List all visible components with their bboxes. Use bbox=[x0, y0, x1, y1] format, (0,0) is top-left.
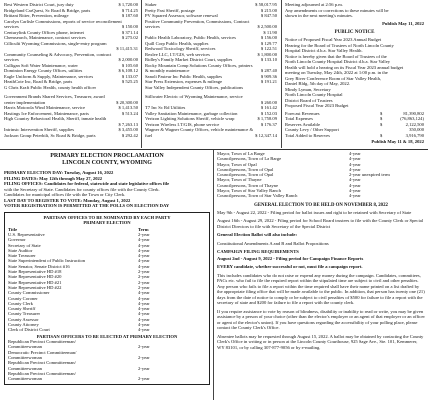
proclamation-line: with the Secretary of State. Candidates for county offices file with the County Clerk. bbox=[4, 186, 160, 192]
expense-row-value: $ 176.37 bbox=[260, 121, 277, 127]
header-term: Term bbox=[138, 226, 149, 232]
general-paragraph: General Election Ballot will also include: bbox=[217, 232, 298, 238]
box-title: PARTISAN OFFICES TO BE NOMINATED BY EACH PARTY bbox=[43, 214, 171, 220]
publish-date-2: Publish May 11 & 18, 2022 bbox=[371, 139, 424, 144]
expense-row-label: Star Valley Independent County Offices, publications bbox=[145, 84, 244, 90]
budget-cell: 81,390,802 bbox=[403, 110, 424, 116]
budget-cell: 2,122,500 bbox=[405, 121, 424, 127]
section-divider bbox=[0, 149, 428, 150]
expense-row-value: $ 275.02 bbox=[121, 35, 138, 40]
publish-date: Publish May 11, 2022 bbox=[382, 20, 424, 26]
budget-cell: Reserves Available bbox=[285, 121, 320, 127]
expense-row-value bbox=[136, 85, 138, 91]
general-office-row-value: 4-year bbox=[349, 166, 361, 172]
general-office-row-label: Mayor, Town of La Barge bbox=[217, 151, 265, 156]
offices-list bbox=[8, 232, 206, 333]
office-row-label: Governor bbox=[8, 237, 26, 243]
expense-row-value: $ 187.60 bbox=[121, 13, 138, 18]
general-office-row-value: 4-year bbox=[349, 151, 361, 156]
office-row-label: County Coroner bbox=[8, 295, 38, 301]
expense-row-value: $ 1,758.09 bbox=[257, 116, 277, 121]
filing-paragraph: This includes candidates who do not raise or expend any money during the campaign. Candidates, committees, PACs etc. who fail to file the required report within the stipulated time are subject to civil and other penalties. Any person who fails to file a report within the time required shall have their name printed on a list drafted by the appropriate filing office that will be made available to the public. In addition, that person has twenty one (21) days from the date of notice to comply or be subject to civil penalties of $500 for failure to file a report with the secretary of state and $200 for failure to file a report with the county clerk. bbox=[217, 272, 425, 306]
filing-paragraph: August 2nd - August 9, 2022 - Filing period for Campaign Finance Reports bbox=[217, 255, 364, 261]
budget-cell: Total Added to Reserves bbox=[285, 132, 330, 138]
expense-row-value: $ 191.21 bbox=[260, 79, 277, 84]
filing-paragraph: If you require assistance to vote by reason of blindness, disability or inability to read or write, you may be given assistance by a person of your choice (other than the elector's employer or an agent of that employer or an officer or agent of the elector's union). If you have questions regarding the accessibility of your polling place, please contact the County Clerk's Office. bbox=[217, 308, 425, 331]
general-office-row-label: Mayor, Town of Thayne bbox=[217, 177, 262, 183]
proclamation-line: PRIMARY ELECTION DAY: Tuesday, August 16, 2022 bbox=[4, 170, 114, 175]
column-divider bbox=[281, 0, 282, 148]
general-paragraphs bbox=[217, 210, 425, 247]
column-divider bbox=[213, 150, 214, 400]
expense-row-label: center implementation bbox=[4, 99, 46, 105]
expense-row-value: $ 58,017.95 bbox=[255, 2, 277, 7]
expense-row-value: $ 133.10 bbox=[260, 57, 277, 62]
expense-row-value: $ 287.40 bbox=[260, 68, 277, 73]
expense-row-label: Hastings Ice Enforcement, Maintenance, parts bbox=[4, 110, 89, 116]
proclamation-column bbox=[4, 153, 210, 398]
office-row-label: State Representative HD #18 bbox=[8, 269, 62, 275]
expense-row-value: $ 152.03 bbox=[260, 110, 277, 116]
budget-cell: Total Expenses bbox=[285, 116, 313, 121]
expense-row-value: $ 11.90 bbox=[263, 29, 277, 35]
expense-row-label: Ridley's Family Market District Court, supplies bbox=[145, 57, 233, 62]
office-row-label: State Representative HD #21 bbox=[8, 279, 62, 285]
expense-row-value: $ 909.36 bbox=[260, 73, 277, 79]
officer-row-label: Democratic Precinct Committeeman/ bbox=[8, 349, 77, 355]
general-office-row-value: 2-year unexpired term bbox=[349, 172, 390, 178]
office-row-value: 2-year bbox=[138, 269, 150, 275]
expense-row-label: services bbox=[4, 24, 19, 29]
expense-row-value: $ 122.51 bbox=[260, 46, 277, 51]
expense-row-label: services bbox=[145, 24, 160, 29]
office-row-value: 2-year bbox=[138, 274, 150, 280]
expense-row-value: $ 20,300.00 bbox=[116, 99, 138, 105]
expense-row-label: Star Press Extension, expenses & mileage bbox=[145, 79, 223, 84]
filing-paragraph: Absentee ballots may be requested through August 15, 2022. A ballot may be obtained by contacting the County Clerk's Office in writing or in person at the Lincoln County Courthouse, 925 Sage Ave., Ste. 101, Kemmerer, WY 83101, or by calling 307-877-9056 or by e-mailing. bbox=[217, 333, 424, 350]
box-subtitle: PRIMARY ELECTION bbox=[83, 220, 131, 225]
budget-cell: 350,000 bbox=[409, 127, 424, 132]
expense-row-label: Valley Sanitation Maintenance, garbage collection bbox=[145, 110, 238, 116]
office-row-value: 4-year bbox=[138, 263, 150, 269]
budget-cell: (76,863,124) bbox=[400, 116, 424, 121]
expense-row-value: $ 292.42 bbox=[121, 132, 138, 138]
expense-row-label: Quill Corp Public Health, supplies bbox=[145, 40, 209, 46]
office-row-value: 4-year bbox=[138, 242, 150, 248]
officer-row bbox=[8, 376, 206, 381]
office-row-value: 2-year bbox=[138, 284, 150, 290]
expense-row-value: $ 12,347.14 bbox=[255, 132, 277, 138]
expense-row-label: Stillwater Electric of Wyoming Maintenance, service bbox=[145, 94, 243, 99]
officer-row-label: Committeewoman bbox=[8, 365, 42, 371]
office-row-value: 4-year bbox=[138, 247, 150, 253]
officer-row-value: 2-year bbox=[138, 344, 150, 350]
office-row-label: State Treasurer bbox=[8, 253, 36, 259]
expense-row bbox=[4, 133, 138, 139]
office-row-value: 4-year bbox=[138, 316, 150, 322]
proclamation-line: Candidates for municipal offices file with the Town or City Clerk. bbox=[4, 192, 126, 197]
office-row-value: 4-year bbox=[138, 258, 150, 264]
budget-row bbox=[285, 133, 424, 139]
expense-row bbox=[4, 85, 138, 91]
office-row-value: 2-year bbox=[138, 279, 150, 285]
expense-row-label: Brittani Ritter, Prevention, mileage bbox=[4, 13, 69, 18]
general-office-row-label: Councilpersons, Town of Opal bbox=[217, 166, 274, 172]
general-office-row-value: 4-year bbox=[349, 193, 361, 199]
expense-row bbox=[145, 85, 277, 91]
general-office-row-label: Mayor, Town of Opal bbox=[217, 161, 257, 167]
partisan-offices-box bbox=[4, 212, 210, 385]
expense-row-label: G Chris Kraft Public Health, county health officer bbox=[4, 84, 97, 90]
expense-row-value: $ 129.77 bbox=[260, 40, 277, 46]
officer-row-label: Republican Precinct Committeeman/ bbox=[8, 360, 76, 366]
expense-row-value: $ 7,263.13 bbox=[118, 121, 138, 127]
office-row-value: 4-year bbox=[138, 295, 150, 301]
campaign-filing-title: CAMPAIGN FILING REQUIREMENTS bbox=[217, 249, 299, 255]
filing-paragraph: EVERY candidate, whether successful or not, must file a campaign report. bbox=[217, 264, 363, 270]
expense-row-label: Harris Motorola Wind Maintenance, service bbox=[4, 105, 85, 110]
expense-row-label: Eagle Uniform & Supply, Maintenance, services bbox=[4, 73, 94, 79]
budget-cell: Forecast Revenues bbox=[285, 110, 320, 116]
expense-row-value: $ 513.24 bbox=[121, 110, 138, 116]
officer-row-value: 2-year bbox=[138, 355, 150, 361]
office-row-value: 4-year bbox=[138, 306, 150, 312]
general-election-title: GENERAL ELECTION TO BE HELD ON NOVEMBER 8, 2022 bbox=[254, 202, 388, 208]
top-column-1 bbox=[4, 2, 138, 148]
expense-row-value: $ 6,108.12 bbox=[118, 68, 138, 73]
office-row-label: County Sheriff bbox=[8, 306, 36, 312]
expense-row-value: $ 215.00 bbox=[260, 7, 277, 13]
expense-row-label: Dominion Energy County Offices, utilities bbox=[4, 68, 83, 73]
office-row-label: County Assessor bbox=[8, 316, 39, 322]
expense-row-value: $ 260.00 bbox=[260, 99, 277, 105]
general-office-row-value: 4-year bbox=[349, 188, 361, 194]
expense-row-label: High Country Behavioral Health, Sheriff, inmate health bbox=[4, 116, 107, 121]
proclamation-title: PRIMARY ELECTION PROCLAMATION bbox=[50, 153, 164, 159]
expense-row-value: $ 105.60 bbox=[121, 62, 138, 68]
expense-row-label: Verizon Lighting Solutions Sheriff, vehicle wrap bbox=[145, 116, 235, 121]
general-office-row-value: 4-year bbox=[349, 182, 361, 188]
officer-row-value: 2-year bbox=[138, 365, 150, 371]
budget-cell: $ bbox=[380, 110, 383, 116]
expense-row-label: Pretty Fast Sheriff, postage bbox=[145, 7, 195, 13]
expense-row-label: Government Brands Shared Services, Treasurer, award bbox=[4, 94, 105, 99]
expense-row-value: $ 2,500.00 bbox=[257, 24, 277, 29]
general-column bbox=[217, 151, 425, 398]
officer-row-value: 2-year bbox=[138, 376, 150, 382]
expense-row-label: Intrinsic Intervention Sheriff, supplies bbox=[4, 127, 75, 132]
expense-row-label: Jackson Group Peterbilt, Sc Road & Bridge, parts bbox=[4, 132, 96, 138]
expense-row-label: Positive Community Prevention, Commissions, Contract bbox=[145, 18, 250, 24]
office-row-value: 4-year bbox=[138, 311, 150, 317]
expense-row-value: $ 133.07 bbox=[121, 73, 138, 79]
office-row-label: Secretary of State bbox=[8, 242, 41, 248]
expense-list-1b bbox=[4, 94, 138, 138]
office-row-value: 4-year bbox=[138, 322, 150, 328]
expense-row-value: $ 371.14 bbox=[121, 29, 138, 35]
officer-row-label: Republican Precinct Committeeman/ bbox=[8, 339, 76, 345]
officer-row-label: Committeewoman bbox=[8, 344, 42, 350]
expense-row-value: $ 11,415.31 bbox=[116, 46, 138, 51]
expense-row-label: Cilliculti Wyoming Commissions, single-entry program bbox=[4, 40, 107, 46]
budget-cell: $ bbox=[380, 116, 383, 121]
expense-row-label: Chemsearch, Maintenance, contract services bbox=[4, 35, 86, 40]
expense-row-value: $ 150.00 bbox=[121, 24, 138, 29]
expense-row-value: $ 3,455.00 bbox=[118, 127, 138, 132]
top-column-3 bbox=[285, 2, 424, 148]
proclamation-line: FILING DATES: May 12th through May 27, 2022 bbox=[4, 175, 103, 181]
office-row-value: 4-year bbox=[138, 253, 150, 259]
expense-row-label: HeathCote Inc, Road & Bridge, parts bbox=[4, 79, 73, 84]
officer-row-label: Committeewoman bbox=[8, 355, 42, 361]
column-divider bbox=[141, 0, 142, 148]
general-office-row-value: 4-year bbox=[349, 161, 361, 167]
expense-row-label: T7 Inc Sc Rd Utilities bbox=[145, 105, 186, 110]
expense-row-label: Redwood Toxicology Sheriff, services bbox=[145, 46, 216, 51]
office-row-value: 4-year bbox=[138, 290, 150, 296]
budget-table bbox=[285, 111, 424, 139]
expense-list-2 bbox=[145, 2, 277, 90]
expense-row-label: Culligan Soft Water Maintenance, water bbox=[4, 62, 78, 68]
general-office-row-label: Councilpersons, Town of Opal bbox=[217, 172, 274, 178]
expense-row-label: Public Health Laboratory, Public Health, services bbox=[145, 35, 236, 40]
officer-row-label: Committeewoman bbox=[8, 376, 42, 382]
office-row-label: County Clerk bbox=[8, 300, 33, 306]
office-row-value: 4-year bbox=[138, 237, 150, 243]
campaign-filing-paragraphs bbox=[217, 256, 425, 351]
header-title: Title bbox=[8, 226, 18, 232]
expense-row-label: Staker bbox=[145, 2, 157, 7]
expense-row-label: Bridgeland CarQuest, Sc Road & Bridge, parts bbox=[4, 7, 91, 13]
officers-list bbox=[8, 339, 206, 381]
expense-row bbox=[145, 133, 277, 139]
expense-list-1 bbox=[4, 2, 138, 90]
expense-row-label: Centurylink County Offices phone, internet bbox=[4, 29, 84, 35]
expense-row-value: $ 2,000.00 bbox=[118, 57, 138, 62]
expense-row-label: Rexlee LLC, I.T/GIS, web services bbox=[145, 51, 210, 57]
office-row-value: 4-year bbox=[138, 300, 150, 306]
office-row-label: County Attorney bbox=[8, 322, 39, 328]
office-row-label: State Representative HD #20 bbox=[8, 274, 62, 280]
proclamation-line: FILING OFFICES: Candidates for federal, statewide and state legislative offices file bbox=[4, 181, 170, 186]
general-paragraph: May 9th - August 22, 2022 - Filing period for ballot issues and right to be retained with Secretary of State bbox=[217, 209, 412, 215]
expense-row-value: $ 847.50 bbox=[260, 13, 277, 18]
expense-row-label: services bbox=[4, 57, 19, 62]
general-office-row-label: Councilpersons, Town of Thayne bbox=[217, 182, 279, 188]
general-office-row bbox=[217, 193, 425, 198]
meeting-adjourned-text: Meeting adjourned at 2:56 p.m. Any amendments or corrections to these minutes will be shown in the next meeting's minutes. bbox=[285, 2, 389, 18]
office-row-label: County Treasurer bbox=[8, 311, 41, 317]
expense-row-value bbox=[275, 85, 277, 91]
office-row-label: Clerk of District Court bbox=[8, 327, 50, 333]
office-row-label: State Senator, Senate District #16 bbox=[8, 263, 70, 269]
general-offices-list bbox=[217, 151, 425, 199]
office-row-label: State Auditor bbox=[8, 247, 33, 253]
expense-row-value: $ 156.00 bbox=[260, 35, 277, 40]
office-row-value: 4-year bbox=[138, 327, 150, 333]
expense-row-label: Wagner & Wagner County Offices, vehicle maintenance & bbox=[145, 127, 254, 132]
expense-row-label: fuel bbox=[145, 132, 153, 138]
expense-row-value: $ 714.25 bbox=[121, 7, 138, 13]
office-row-value: 2-year bbox=[138, 232, 150, 237]
expense-row-label: Community Counseling & Advocacy, Prevention, contract bbox=[4, 51, 112, 57]
proclamation-subtitle: LINCOLN COUNTY, WYOMING bbox=[62, 160, 152, 166]
public-notice-body: Notice of Proposed Fiscal Year 2023 Annual Budget Hearing for the Board of Trustees of North Lincoln County Hospital District d.b.a. Star Valley Health. Notice is hereby given that the Board of Trustees of the North Lincoln County Hospital District d.b.a. Star Valley Health will hold a hearing on its Fiscal Year 2023 annual budget meeting on Tuesday, May 24th, 2022 at 1:00 p.m. in the Grey River Conference Room of Star Valley Health, Daniel Bldg, 5th day of May, 2022. Mindy Lyman, Secretary North Lincoln County Hospital District Board of Trustees Proposed Fiscal Year 2023 Budget bbox=[285, 37, 404, 108]
expense-row-value: $ 1,720.00 bbox=[118, 2, 138, 7]
expense-list-2b bbox=[145, 94, 277, 138]
expense-row-label: Best Western District Court, jury duty bbox=[4, 2, 74, 7]
general-office-row-label: Councilpersons, Town of La Barge bbox=[217, 156, 282, 162]
public-notice-title: PUBLIC NOTICE bbox=[334, 30, 375, 35]
expense-row-label: & monthly maintenance bbox=[145, 68, 190, 73]
general-office-row-value: 4-year bbox=[349, 177, 361, 183]
box-title-officers: PARTISAN OFFICERS TO BE ELECTED AT PRIMARY ELECTION bbox=[36, 333, 178, 339]
general-office-row-value: 4-year bbox=[349, 156, 361, 162]
top-column-2 bbox=[145, 2, 277, 148]
office-row-label: County Commissioner bbox=[8, 290, 50, 296]
budget-cell: County Levy / Other Support bbox=[285, 127, 339, 132]
general-office-row-label: Mayor, Town of Star Valley Ranch bbox=[217, 188, 281, 194]
expense-row-value: $ 525.25 bbox=[121, 79, 138, 84]
expense-row-label: Sanoli Pasteur Inc Public Health, supplies bbox=[145, 73, 223, 79]
proclamation-lines bbox=[4, 170, 210, 209]
proclamation-line: VOTER REGISTRATION IS PERMITTED AT THE POLLS ON ELECTION DAY bbox=[4, 203, 170, 208]
office-row-label: State Superintendent of Public Instruction bbox=[8, 258, 86, 264]
expense-row-label: Carolyn Carlisle Commissions, reports of service reconcilement bbox=[4, 18, 122, 24]
general-paragraph: Constitutional Amendments A and B and Ballot Propositions bbox=[217, 240, 329, 246]
general-office-row-label: Councilpersons, Town of Star Valley Ranch bbox=[217, 193, 298, 199]
expense-row-label: PV Squared Assessor, software renewal bbox=[145, 13, 218, 18]
expense-row-label: Rocky Mountain Comp Solutions County Offices, printers bbox=[145, 62, 253, 68]
budget-cell: 3,916,790 bbox=[405, 132, 424, 138]
budget-cell: $ bbox=[380, 121, 383, 127]
officer-row-label: Republican Precinct Committeeman/ bbox=[8, 370, 76, 376]
office-row bbox=[8, 327, 206, 332]
expense-row-value: $ 161.42 bbox=[260, 105, 277, 110]
expense-row-value: $ 1,800.00 bbox=[257, 51, 277, 57]
general-paragraph: August 16th - August 29, 2022 - Filing period for School Board trustees to file with the County Clerk or Special District Directors to file with Secretary of the Special District bbox=[217, 218, 424, 229]
expense-row-label: Verizon Wireless I.T/GIS, phone service bbox=[145, 121, 220, 127]
budget-cell: $ bbox=[380, 132, 383, 138]
office-row-label: State Representative HD #22 bbox=[8, 284, 62, 290]
proclamation-line: LAST DAY TO REGISTER TO VOTE: Monday, August 1, 2022 bbox=[4, 197, 131, 203]
office-row-label: U.S. Representative bbox=[8, 232, 45, 237]
expense-row-value: $ 1,413.50 bbox=[118, 105, 138, 110]
